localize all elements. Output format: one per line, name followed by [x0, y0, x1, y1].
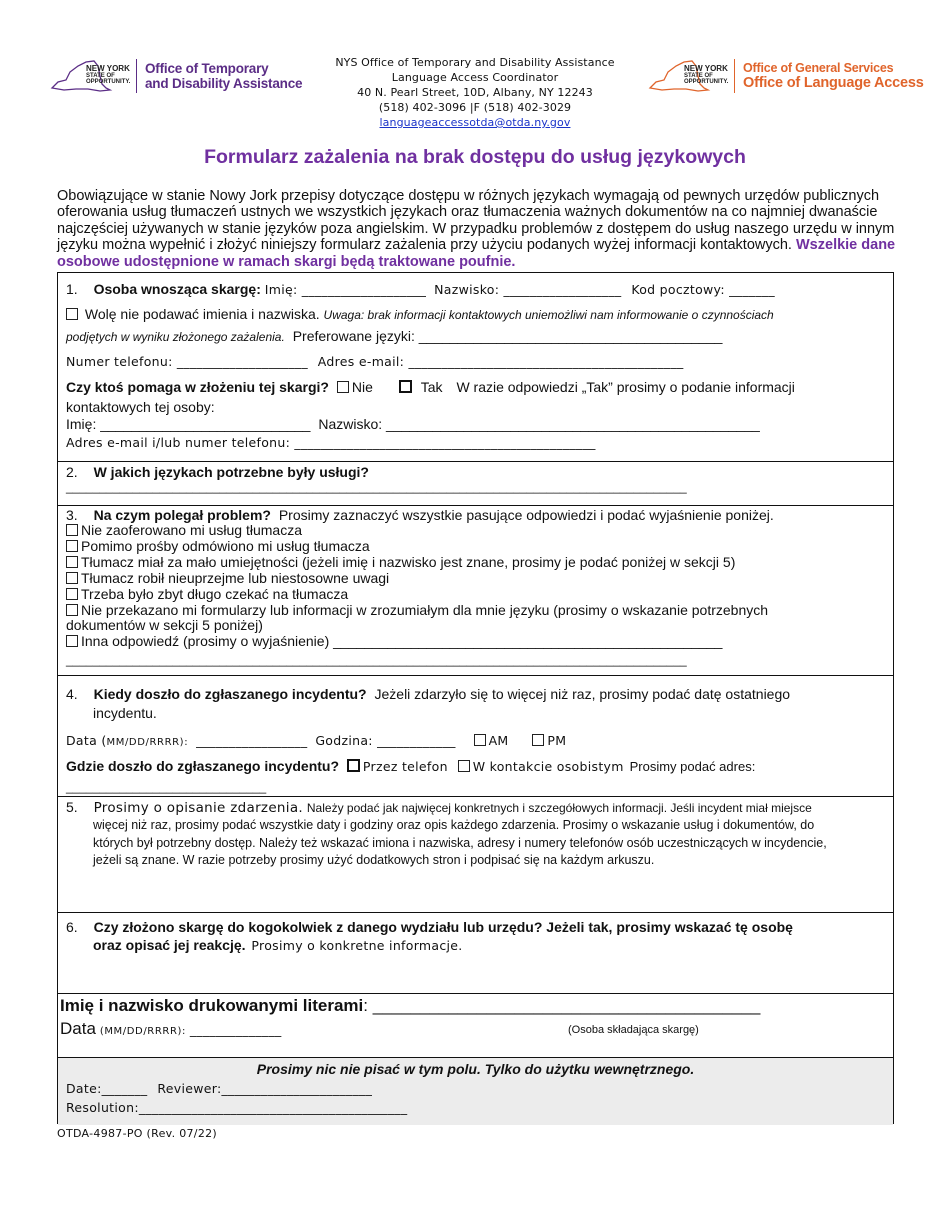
last-name-field[interactable]: Nazwisko: _______: [434, 282, 550, 297]
in-person-checkbox[interactable]: [458, 760, 470, 772]
signer-caption: (Osoba składająca skargę): [568, 1024, 699, 1036]
section-6-instruction: Prosimy o konkretne informacje.: [251, 938, 463, 953]
problem-no-interpreter-checkbox[interactable]: [66, 524, 78, 536]
section-number: 3.: [66, 507, 78, 523]
ny-wordmark: [684, 65, 728, 85]
section-1-complainant: [58, 273, 893, 462]
section-6-prior-complaint: [58, 913, 893, 994]
by-phone-label: Przez telefon: [362, 759, 448, 774]
signature-section: [58, 994, 893, 1058]
incident-address-field[interactable]: ______________________________: [66, 780, 267, 794]
helper-yes-label: Tak: [420, 379, 443, 395]
ogs-logo-text: [743, 61, 924, 91]
problem-rude-label: Tłumacz robił nieuprzejme lub niestosowne uwagi: [81, 570, 390, 586]
helper-question: Czy ktoś pomaga w złożeniu tej skargi?: [66, 379, 329, 395]
helper-no-label: Nie: [351, 379, 373, 395]
ogs-logo-line2: Office of Language Access: [743, 75, 924, 91]
problem-denied-checkbox[interactable]: [66, 540, 78, 552]
ny-wordmark-line3: OPPORTUNITY.: [684, 79, 729, 85]
incident-location-question: Gdzie doszło do zgłaszanego incydentu?: [66, 758, 340, 774]
phone-number-field[interactable]: Numer telefonu: ____________________: [66, 354, 308, 369]
postal-code-field[interactable]: Kod pocztowy: _______: [631, 282, 775, 297]
helper-first-name-field[interactable]: Imię: ___________________________: [66, 416, 311, 432]
problem-documents-checkbox[interactable]: [66, 604, 78, 616]
problem-rude-checkbox[interactable]: [66, 572, 78, 584]
section-3-instruction: Prosimy zaznaczyć wszystkie pasujące odpowiedzi i podać wyjaśnienie poniżej.: [278, 507, 774, 523]
internal-reviewer-field[interactable]: Reviewer:_______________________: [157, 1081, 373, 1096]
helper-last-name-field[interactable]: Nazwisko: ________________________________________________: [318, 416, 760, 432]
contact-address: [300, 55, 650, 130]
address-line-coordinator: Language Access Coordinator: [391, 71, 559, 84]
incident-date-field[interactable]: _________________: [196, 733, 308, 748]
languages-needed-field[interactable]: _____________________________________________________________________________________________: [66, 480, 687, 494]
helper-yes-checkbox[interactable]: [399, 380, 412, 393]
intro-text: Obowiązujące w stanie Nowy Jork przepisy dotyczące dostępu w różnych językach wymagają od pewnych urzędów publicznych oferowania usług tłumaczeń ustnych we wszystkich językach oraz tłumaczenia ważnych dokumentów na co najmniej dwanaście najczęściej używanych w stanie języków poza angielskim. W przypadku problemów z dostępem do usług naszego urzędu w innym języku można wypełnić i złożyć niniejszy formularz zażalenia przy użyciu podanych wyżej informacji kontaktowych.: [57, 188, 895, 254]
internal-resolution-field[interactable]: Resolution:_________________________________________: [66, 1100, 408, 1115]
helper-no-checkbox[interactable]: [337, 381, 349, 393]
helper-contact-field[interactable]: Adres e-mail i/lub numer telefonu: ______________________________________________: [66, 435, 596, 450]
section-6-heading-cont: oraz opisać jej reakcję.: [93, 937, 246, 953]
incident-address-prompt: Prosimy podać adres:: [629, 759, 756, 774]
incident-date-label: Data (: [66, 733, 107, 748]
problem-unskilled-label: Tłumacz miał za mało umiejętności (jeżeli imię i nazwisko jest znane, prosimy je podać poniżej w sekcji 5): [81, 554, 736, 570]
problem-other-field[interactable]: Inna odpowiedź (prosimy o wyjaśnienie) __________________________________________________: [81, 633, 723, 649]
section-6-heading: Czy złożono skargę do kogokolwiek z danego wydziału lub urzędu? Jeżeli tak, prosimy wskazać tę osobę: [93, 919, 793, 935]
problem-wait-checkbox[interactable]: [66, 588, 78, 600]
section-number: 4.: [66, 686, 78, 702]
ny-wordmark-line1: NEW YORK: [86, 64, 130, 73]
incident-time-field[interactable]: Godzina: ____________: [315, 733, 456, 748]
section-5-instruction: Należy podać jak najwięcej konkretnych i szczegółowych informacji. Jeśli incydent miał miejsce: [306, 801, 812, 815]
ogs-logo-line1: Office of General Services: [743, 61, 894, 75]
problem-documents-label-cont: dokumentów w sekcji 5 poniżej): [66, 617, 263, 633]
section-5-instruction-body: [93, 817, 893, 870]
contact-info-note: Uwaga: brak informacji kontaktowych uniemożliwi nam informowanie o czynnościach: [323, 308, 774, 322]
by-phone-checkbox[interactable]: [347, 759, 360, 772]
otda-logo-line2: and Disability Assistance: [145, 76, 303, 91]
otda-logo-line1: Office of Temporary: [145, 61, 269, 76]
section-1-heading: Osoba wnosząca skargę:: [93, 281, 261, 297]
section-4-instruction: Jeżeli zdarzyło się to więcej niż raz, prosimy podać datę ostatniego: [374, 686, 791, 702]
am-checkbox[interactable]: [474, 734, 486, 746]
internal-date-field[interactable]: Date:_______: [66, 1081, 148, 1096]
last-name-field-tail[interactable]: ___________: [549, 282, 622, 297]
pm-checkbox[interactable]: [532, 734, 544, 746]
problem-no-interpreter-label: Nie zaoferowano mi usług tłumacza: [81, 522, 302, 538]
section-4-instruction-cont: incydentu.: [93, 705, 157, 721]
problem-denied-label: Pomimo prośby odmówiono mi usług tłumacza: [81, 538, 370, 554]
ny-wordmark-line1: NEW YORK: [684, 64, 728, 73]
section-number: 6.: [66, 919, 78, 935]
internal-use-heading: Prosimy nic nie pisać w tym polu. Tylko do użytku wewnętrznego.: [256, 1061, 695, 1077]
printed-name-field[interactable]: : _________________________________________: [363, 996, 761, 1015]
decline-name-label: Wolę nie podawać imienia i nazwiska.: [84, 306, 320, 322]
ny-wordmark-line2: STATE OF: [86, 73, 115, 79]
otda-logo: [48, 58, 302, 94]
decline-name-checkbox[interactable]: [66, 308, 78, 320]
problem-wait-label: Trzeba było zbyt długo czekać na tłumacza: [81, 586, 349, 602]
section-5-instruction-line2: więcej niż raz, prosimy podać wszystkie daty i godziny oraz opis każdego zdarzenia. Prosimy o wskazanie usług i dokumentów, do: [93, 818, 815, 832]
section-3-heading: Na czym polegał problem?: [93, 507, 271, 523]
preferred-languages-field[interactable]: Preferowane języki: _______________________________________: [292, 328, 723, 344]
section-5-heading: Prosimy o opisanie zdarzenia.: [93, 800, 303, 816]
problem-explanation-field[interactable]: _____________________________________________________________________________________________: [66, 653, 687, 667]
contact-info-note-cont: podjętych w wyniku złożonego zażalenia.: [66, 330, 285, 344]
email-field[interactable]: Adres e-mail: __________________________________________: [317, 354, 684, 369]
problem-other-checkbox[interactable]: [66, 635, 78, 647]
signature-date-field[interactable]: ______________: [189, 1022, 282, 1037]
section-3-problem: [58, 506, 893, 676]
form-number: OTDA-4987-PO (Rev. 07/22): [57, 1127, 218, 1140]
problem-unskilled-checkbox[interactable]: [66, 556, 78, 568]
helper-info-instruction-cont: kontaktowych tej osoby:: [66, 399, 215, 415]
complaint-form: [57, 272, 894, 1124]
address-line-agency: NYS Office of Temporary and Disability Assistance: [335, 56, 615, 69]
address-line-street: 40 N. Pearl Street, 10D, Albany, NY 12243: [357, 86, 593, 99]
section-2-heading: W jakich językach potrzebne były usługi?: [93, 464, 369, 480]
signature-date-label: Data: [60, 1019, 96, 1038]
section-4-heading: Kiedy doszło do zgłaszanego incydentu?: [93, 686, 367, 702]
contact-email-link[interactable]: languageaccessotda@otda.ny.gov: [379, 116, 571, 129]
incident-date-format: MM/DD/RRRR):: [106, 737, 189, 748]
printed-name-label: Imię i nazwisko drukowanymi literami: [60, 996, 364, 1015]
signature-date-format: (MM/DD/RRRR):: [99, 1026, 186, 1037]
section-number: 5.: [66, 799, 78, 815]
otda-logo-text: [145, 61, 302, 91]
ny-wordmark-line2: STATE OF: [684, 73, 713, 79]
section-5-description: [58, 797, 893, 913]
section-number: 2.: [66, 464, 78, 480]
address-line-phone-fax: (518) 402-3096 |F (518) 402-3029: [378, 101, 572, 114]
pm-label: PM: [547, 733, 567, 748]
section-2-languages: [58, 462, 893, 506]
section-number: 1.: [66, 281, 78, 297]
problem-documents-label: Nie przekazano mi formularzy lub informacji w zrozumiałym dla mnie języku (prosimy o wskazanie potrzebnych: [81, 602, 769, 618]
intro-paragraph: [57, 188, 897, 270]
in-person-label: W kontakcie osobistym: [472, 759, 624, 774]
helper-info-instruction: W razie odpowiedzi „Tak” prosimy o podanie informacji: [456, 379, 795, 395]
intro-confidentiality-note: Wszelkie dane osobowe udostępnione w ramach skargi będą traktowane poufnie.: [57, 237, 896, 270]
section-5-instruction-line4: jeżeli są znane. W razie potrzeby prosimy użyć dodatkowych stron i podpisać się na każdym arkuszu.: [93, 853, 655, 867]
ogs-logo: [646, 58, 924, 94]
section-4-incident-time: [58, 676, 893, 797]
section-5-instruction-line3: których był potrzebny dostęp. Należy też wskazać imiona i nazwiska, adresy i numery telefonów osób uczestniczących w incydencie,: [93, 835, 827, 850]
logo-divider: [136, 59, 137, 93]
first-name-field[interactable]: Imię: ___________________: [264, 282, 427, 297]
logo-divider: [734, 59, 735, 93]
ny-wordmark-line3: OPPORTUNITY.: [86, 79, 131, 85]
ny-wordmark: [86, 65, 130, 85]
internal-use-box: [58, 1058, 893, 1125]
am-label: AM: [488, 733, 509, 748]
form-title: Formularz zażalenia na brak dostępu do usług językowych: [204, 146, 746, 168]
